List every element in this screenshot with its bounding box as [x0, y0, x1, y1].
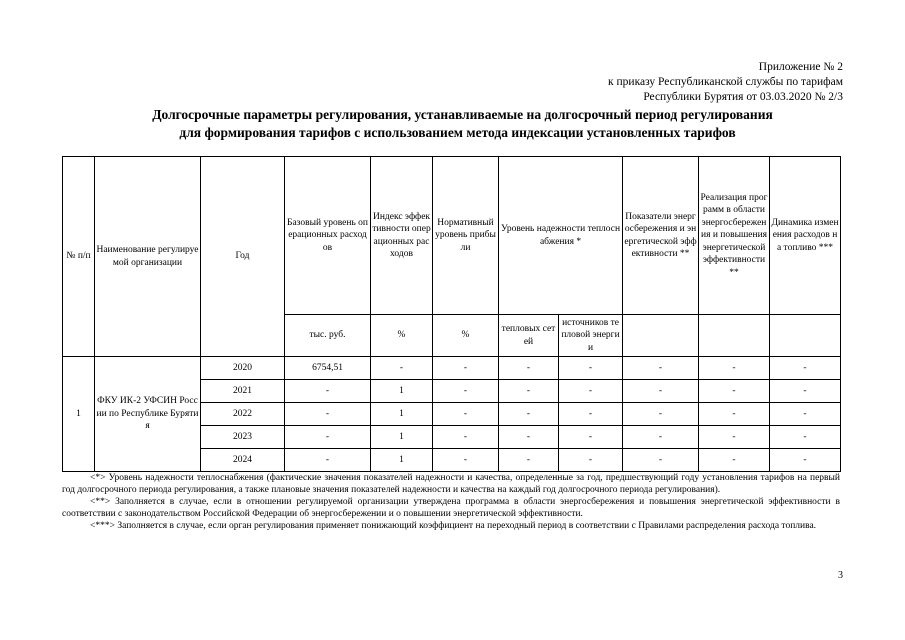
- cell-sources: -: [559, 403, 623, 426]
- header-base: Базовый уровень операционных расходов: [285, 157, 371, 315]
- cell-energy: -: [623, 449, 699, 472]
- cell-base: -: [285, 403, 371, 426]
- cell-index: 1: [371, 403, 433, 426]
- cell-norm: -: [433, 449, 499, 472]
- cell-energy: -: [623, 426, 699, 449]
- header-programs: Реализация программ в области энергосбережения и повышения энергетической эффективности **: [699, 157, 770, 315]
- unit-networks: тепловых сетей: [499, 315, 559, 357]
- header-norm: Нормативный уровень прибыли: [433, 157, 499, 315]
- appendix-header: [608, 60, 843, 105]
- cell-year: 2020: [201, 357, 285, 380]
- header-energy: Показатели энергосбережения и энергетической эффективности **: [623, 157, 699, 315]
- cell-networks: -: [499, 380, 559, 403]
- cell-programs: -: [699, 380, 770, 403]
- cell-fuel: -: [770, 449, 841, 472]
- cell-index: 1: [371, 449, 433, 472]
- cell-index: 1: [371, 380, 433, 403]
- unit-base: тыс. руб.: [285, 315, 371, 357]
- footnotes: [62, 472, 840, 532]
- cell-year: 2023: [201, 426, 285, 449]
- header-row: [63, 157, 841, 315]
- document-title-line-1: Долгосрочные параметры регулирования, устанавливаемые на долгосрочный период регулирования: [152, 107, 773, 122]
- cell-fuel: -: [770, 357, 841, 380]
- cell-base: -: [285, 426, 371, 449]
- unit-norm: %: [433, 315, 499, 357]
- cell-energy: -: [623, 357, 699, 380]
- organization-name: ФКУ ИК-2 УФСИН России по Республике Бурятия: [95, 357, 201, 472]
- table-row: [63, 357, 841, 380]
- cell-networks: -: [499, 426, 559, 449]
- cell-norm: -: [433, 426, 499, 449]
- unit-programs: [699, 315, 770, 357]
- header-reliability: Уровень надежности теплоснабжения *: [499, 157, 623, 315]
- appendix-line-3: Республики Бурятия от 03.03.2020 № 2/3: [643, 91, 843, 103]
- cell-norm: -: [433, 380, 499, 403]
- cell-norm: -: [433, 403, 499, 426]
- cell-programs: -: [699, 426, 770, 449]
- cell-sources: -: [559, 357, 623, 380]
- cell-year: 2024: [201, 449, 285, 472]
- cell-base: 6754,51: [285, 357, 371, 380]
- cell-fuel: -: [770, 380, 841, 403]
- footnote-energy-program: <**> Заполняется в случае, если в отношении регулируемой организации утверждена программа в области энергосбережения и повышения энергетической эффективности в соответствии с законодательством Российской Федерации об энергосбережении и о повышении энергетической эффективности.: [62, 497, 840, 519]
- cell-energy: -: [623, 403, 699, 426]
- cell-sources: -: [559, 426, 623, 449]
- cell-norm: -: [433, 357, 499, 380]
- cell-programs: -: [699, 357, 770, 380]
- row-number: 1: [63, 357, 95, 472]
- header-num: № п/п: [63, 157, 95, 357]
- cell-base: -: [285, 449, 371, 472]
- cell-year: 2021: [201, 380, 285, 403]
- header-index: Индекс эффективности операционных расходов: [371, 157, 433, 315]
- appendix-line-2: к приказу Республиканской службы по тарифам: [608, 76, 843, 88]
- header-fuel: Динамика изменения расходов на топливо ***: [770, 157, 841, 315]
- cell-programs: -: [699, 449, 770, 472]
- cell-index: 1: [371, 426, 433, 449]
- cell-sources: -: [559, 449, 623, 472]
- cell-networks: -: [499, 403, 559, 426]
- footnote-fuel: <***> Заполняется в случае, если орган регулирования применяет понижающий коэффициент на переходный период в соответствии с Правилами распределения расхода топлива.: [90, 521, 817, 531]
- cell-sources: -: [559, 380, 623, 403]
- unit-sources: источников тепловой энергии: [559, 315, 623, 357]
- cell-year: 2022: [201, 403, 285, 426]
- unit-fuel: [770, 315, 841, 357]
- cell-fuel: -: [770, 426, 841, 449]
- cell-networks: -: [499, 357, 559, 380]
- cell-fuel: -: [770, 403, 841, 426]
- header-org: Наименование регулируемой организации: [95, 157, 201, 357]
- unit-energy: [623, 315, 699, 357]
- document-title-line-2: для формирования тарифов с использованием метода индексации установленных тарифов: [179, 125, 736, 140]
- unit-index: %: [371, 315, 433, 357]
- cell-base: -: [285, 380, 371, 403]
- cell-networks: -: [499, 449, 559, 472]
- appendix-line-1: Приложение № 2: [758, 61, 843, 73]
- cell-energy: -: [623, 380, 699, 403]
- footnote-reliability: <*> Уровень надежности теплоснабжения (фактические значения показателей надежности и качества, определенные за год, предшествующий году установления тарифов на первый год долгосрочного периода регулирования, а также плановые значения показателей надежности и качества на каждый год долгосрочного периода регулирования).: [62, 473, 840, 495]
- page-number: 3: [838, 570, 843, 581]
- parameters-table: [62, 156, 841, 472]
- cell-index: -: [371, 357, 433, 380]
- cell-programs: -: [699, 403, 770, 426]
- header-year: Год: [201, 157, 285, 357]
